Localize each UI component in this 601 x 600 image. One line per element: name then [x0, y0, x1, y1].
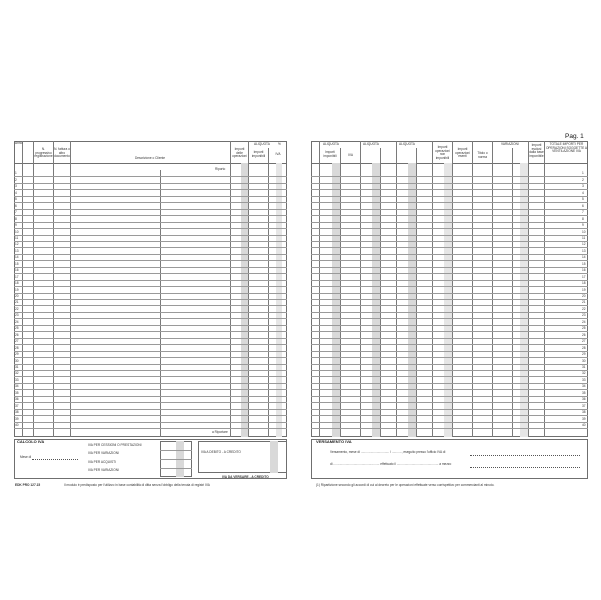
left-table-row[interactable]: [14, 318, 287, 319]
left-row-number: 33: [15, 377, 19, 382]
right-table-row[interactable]: [311, 247, 588, 248]
right-table-row[interactable]: [311, 325, 588, 326]
right-table-row[interactable]: [311, 357, 588, 358]
left-row-number: 15: [15, 261, 19, 266]
right-table-row[interactable]: [311, 422, 588, 423]
right-header-titolo: Titolo o norma: [477, 151, 488, 159]
iva-acquisti-label: IVA PER ACQUISTI: [88, 460, 116, 464]
left-table-row[interactable]: [14, 254, 287, 255]
left-row-number: 7: [15, 210, 17, 215]
left-table-row[interactable]: [14, 338, 287, 339]
left-row-number: 39: [15, 416, 19, 421]
right-table-row[interactable]: [311, 209, 588, 210]
left-table-row[interactable]: [14, 235, 287, 236]
left-row-number: 26: [15, 332, 19, 337]
header-aliquota: ALIQUOTA: [254, 142, 270, 146]
left-table-row[interactable]: [14, 222, 287, 223]
iva-debito-label: IVA A DEBITO - A CREDITO: [201, 450, 241, 454]
right-table-row[interactable]: [311, 344, 588, 345]
left-row-number: 40: [15, 423, 19, 427]
left-table-row[interactable]: [14, 312, 287, 313]
right-table-row[interactable]: [311, 383, 588, 384]
right-row-number: 30: [582, 358, 586, 363]
right-row-number: 35: [582, 390, 586, 395]
left-table-row[interactable]: [14, 267, 287, 268]
iva-cessioni-label: IVA PER CESSIONI O PRESTAZIONI: [88, 443, 142, 447]
left-row-number: 20: [15, 294, 19, 298]
right-row-number: 22: [582, 306, 586, 311]
left-table-row[interactable]: [14, 305, 287, 306]
left-row-number: 27: [15, 339, 19, 344]
left-row-number: 19: [15, 287, 19, 292]
calcolo-iva-title: CALCOLO IVA: [17, 439, 45, 444]
left-table-row[interactable]: [14, 209, 287, 210]
versamento-ufficio-field[interactable]: [470, 455, 580, 456]
right-row-number: 20: [582, 294, 586, 298]
right-row-number: 38: [582, 410, 586, 415]
right-table-row[interactable]: [311, 305, 588, 306]
right-table-row[interactable]: [311, 215, 588, 216]
right-row-number: 8: [582, 216, 584, 221]
right-table-row[interactable]: [311, 370, 588, 371]
right-table-row[interactable]: [311, 396, 588, 397]
left-row-number: 5: [15, 197, 17, 202]
left-table-row[interactable]: [14, 293, 287, 294]
left-table-row[interactable]: [14, 196, 287, 197]
left-row-number: 37: [15, 403, 19, 408]
right-table-row[interactable]: [311, 176, 588, 177]
page-number: Pag. 1: [565, 133, 584, 140]
right-table-row[interactable]: [311, 338, 588, 339]
left-table-row[interactable]: [14, 409, 287, 410]
right-table-row[interactable]: [311, 222, 588, 223]
left-table-row[interactable]: [14, 280, 287, 281]
right-table-row[interactable]: [311, 389, 588, 390]
left-row-number: 28: [15, 345, 19, 350]
header-percent: %: [278, 142, 281, 146]
left-table-row[interactable]: [14, 325, 287, 326]
left-row-number: 4: [15, 190, 17, 195]
right-table-row[interactable]: [311, 351, 588, 352]
right-row-number: 15: [582, 261, 586, 266]
right-table-row[interactable]: [311, 299, 588, 300]
left-table-row[interactable]: [14, 344, 287, 345]
right-row-number: 40: [582, 423, 586, 427]
left-row-number: 11: [15, 235, 19, 240]
iva-variazioni-label: IVA PER VARIAZIONI: [88, 451, 119, 455]
left-table-row[interactable]: [14, 428, 287, 429]
left-table-row[interactable]: [14, 370, 287, 371]
left-table-row[interactable]: [14, 183, 287, 184]
right-table-row[interactable]: [311, 254, 588, 255]
left-row-number: 14: [15, 255, 19, 260]
left-table-row[interactable]: [14, 383, 287, 384]
right-row-number: 32: [582, 371, 586, 376]
left-row-number: 6: [15, 203, 17, 208]
right-row-number: 11: [582, 235, 586, 240]
left-row-number: 31: [15, 364, 19, 369]
iva-versare-label: IVA DA VERSARE - A CREDITO: [222, 475, 269, 479]
versamento-mezzo-field[interactable]: [470, 467, 580, 468]
right-header-variazioni: VARIAZIONI: [501, 142, 519, 146]
left-row-number: 32: [15, 371, 19, 376]
right-table-row[interactable]: [311, 260, 588, 261]
right-table-row[interactable]: [311, 286, 588, 287]
left-table-row[interactable]: [14, 357, 287, 358]
right-table-row[interactable]: [311, 331, 588, 332]
left-table-row[interactable]: [14, 299, 287, 300]
right-row-number: 5: [582, 197, 584, 202]
left-row-number: 16: [15, 268, 19, 273]
right-table-row[interactable]: [311, 189, 588, 190]
left-table-row[interactable]: [14, 422, 287, 423]
right-table-row[interactable]: [311, 228, 588, 229]
header-imponibili: Importi imponibili: [251, 150, 266, 158]
right-row-number: 7: [582, 210, 584, 215]
right-row-number: 1: [582, 171, 584, 176]
left-row-number: 21: [15, 300, 19, 305]
left-row-number: 30: [15, 358, 19, 363]
left-table-row[interactable]: [14, 286, 287, 287]
header-n-fattura: N. fattura o altro documento: [54, 147, 70, 159]
right-row-number: 33: [582, 377, 586, 382]
right-row-number: 37: [582, 403, 586, 408]
right-table-row[interactable]: [311, 318, 588, 319]
right-header-ventilazione: TOTALE IMPORTI PER OPERAZIONI SOGGETTE A VENTILAZIONE IVA: [545, 142, 588, 154]
right-table-row[interactable]: [311, 415, 588, 416]
right-row-number: 27: [582, 339, 586, 344]
right-header-importi-esclusi: Importi esclusi dalla base imponibile: [529, 143, 544, 158]
right-row-number: 24: [582, 319, 586, 324]
right-header-esenti: Importi operazioni esenti: [455, 147, 470, 159]
left-row-number: 10: [15, 229, 19, 234]
left-row-number: 18: [15, 281, 19, 286]
right-row-number: 18: [582, 281, 586, 286]
right-table-row[interactable]: [311, 428, 588, 429]
header-descrizione: Descrizione o Cliente: [134, 156, 166, 160]
left-table-row[interactable]: [14, 202, 287, 203]
left-table-row[interactable]: [14, 376, 287, 377]
versamento-line-2: di .................................................... effettuato il ............................................... a mezzo: [330, 462, 452, 466]
right-table-row[interactable]: [311, 376, 588, 377]
right-row-number: 9: [582, 223, 584, 228]
left-row-number: 34: [15, 384, 19, 389]
versamento-line-1: Versamento, mese di ................................ / ..........., eseguito presso l'ufficio IVA di: [330, 450, 446, 454]
right-table-row[interactable]: [311, 267, 588, 268]
left-row-number: 2: [15, 177, 17, 182]
right-row-number: 34: [582, 384, 586, 389]
left-row-number: 17: [15, 274, 19, 279]
riporto-label: Riporto: [215, 167, 226, 171]
left-table-row[interactable]: [14, 389, 287, 390]
left-row-number: 1: [15, 171, 17, 176]
header-n-registrazione: N. progressivo registrazione: [34, 147, 53, 159]
left-table-row[interactable]: [14, 364, 287, 365]
right-row-number: 2: [582, 177, 584, 182]
right-header-imponibili: Importi imponibili: [323, 150, 337, 158]
right-row-number: 3: [582, 184, 584, 189]
right-row-number: 21: [582, 300, 586, 305]
right-row-number: 17: [582, 274, 586, 279]
left-table-row[interactable]: [14, 215, 287, 216]
left-table-row[interactable]: [14, 189, 287, 190]
right-row-number: 31: [582, 364, 586, 369]
right-table-row[interactable]: [311, 202, 588, 203]
right-row-number: 29: [582, 352, 586, 357]
right-table-row[interactable]: [311, 293, 588, 294]
left-table-row[interactable]: [14, 331, 287, 332]
right-row-number: 6: [582, 203, 584, 208]
right-table-row[interactable]: [311, 196, 588, 197]
versamento-iva-title: VERSAMENTO IVA: [316, 439, 352, 444]
a-riportare-label: a Riportare: [212, 430, 228, 434]
right-header-aliquota-1: ALIQUOTA: [323, 142, 339, 146]
left-table-row[interactable]: [14, 396, 287, 397]
right-header-iva: IVA: [348, 153, 353, 157]
right-table-row[interactable]: [311, 280, 588, 281]
left-table-row[interactable]: [14, 228, 287, 229]
right-row-number: 14: [582, 255, 586, 260]
left-row-number: 29: [15, 352, 19, 357]
footer-note-right: (1) Ripartizione secondo gli accordi di cui al decreto per le operazioni effettuate verso corrispettivo per commercianti al minuto.: [316, 483, 495, 487]
right-table-row[interactable]: [311, 241, 588, 242]
mese-label: Mese di: [20, 455, 32, 459]
right-table-row[interactable]: [311, 183, 588, 184]
left-table-row[interactable]: [14, 351, 287, 352]
right-table-row[interactable]: [311, 273, 588, 274]
right-row-number: 39: [582, 416, 586, 421]
right-row-number: 10: [582, 229, 586, 234]
right-row-number: 16: [582, 268, 586, 273]
header-iva: IVA: [275, 152, 281, 156]
right-header-aliquota-2: ALIQUOTA: [363, 142, 379, 146]
right-table-row[interactable]: [311, 364, 588, 365]
right-table-row[interactable]: [311, 235, 588, 236]
right-row-number: 4: [582, 190, 584, 195]
right-table-row[interactable]: [311, 402, 588, 403]
footer-note-left: Il modulo è predisposto per l'utilizzo in base contabilità di ditta senza l'obbligo della tenuta di registri IVA: [64, 483, 210, 487]
right-header-non-imponibili: Importi operazioni non imponibili: [435, 145, 450, 160]
right-row-number: 28: [582, 345, 586, 350]
right-table-row[interactable]: [311, 312, 588, 313]
left-row-number: 24: [15, 319, 19, 324]
left-row-number: 13: [15, 248, 19, 253]
right-row-number: 13: [582, 248, 586, 253]
left-row-number: 22: [15, 306, 19, 311]
left-table-row[interactable]: [14, 273, 287, 274]
left-table-row[interactable]: [14, 402, 287, 403]
right-row-number: 25: [582, 326, 586, 331]
right-row-number: 23: [582, 313, 586, 318]
left-row-number: 23: [15, 313, 19, 318]
header-anno: Anno: [15, 141, 23, 145]
left-row-number: 8: [15, 216, 17, 221]
footer-code: EDK PRO 127.15: [15, 483, 41, 487]
left-row-number: 35: [15, 390, 19, 395]
left-row-number: 38: [15, 410, 19, 415]
right-table-row[interactable]: [311, 409, 588, 410]
right-row-number: 26: [582, 332, 586, 337]
left-table-row[interactable]: [14, 176, 287, 177]
mese-field[interactable]: [32, 459, 78, 460]
right-row-number: 12: [582, 242, 586, 247]
left-row-number: 3: [15, 184, 17, 189]
right-header-aliquota-3: ALIQUOTA: [399, 142, 415, 146]
left-table-row[interactable]: [14, 241, 287, 242]
left-row-number: 9: [15, 223, 17, 228]
right-row-number: 36: [582, 397, 586, 402]
left-row-number: 36: [15, 397, 19, 402]
header-importi-operazioni: Importi delle operazioni: [232, 147, 247, 159]
left-row-number: 25: [15, 326, 19, 331]
left-table-row[interactable]: [14, 260, 287, 261]
iva-variazioni2-label: IVA PER VARIAZIONI: [88, 468, 119, 472]
left-table-row[interactable]: [14, 415, 287, 416]
left-row-number: 12: [15, 242, 19, 247]
left-table-row[interactable]: [14, 247, 287, 248]
versamento-iva-box: [311, 439, 588, 479]
right-row-number: 19: [582, 287, 586, 292]
